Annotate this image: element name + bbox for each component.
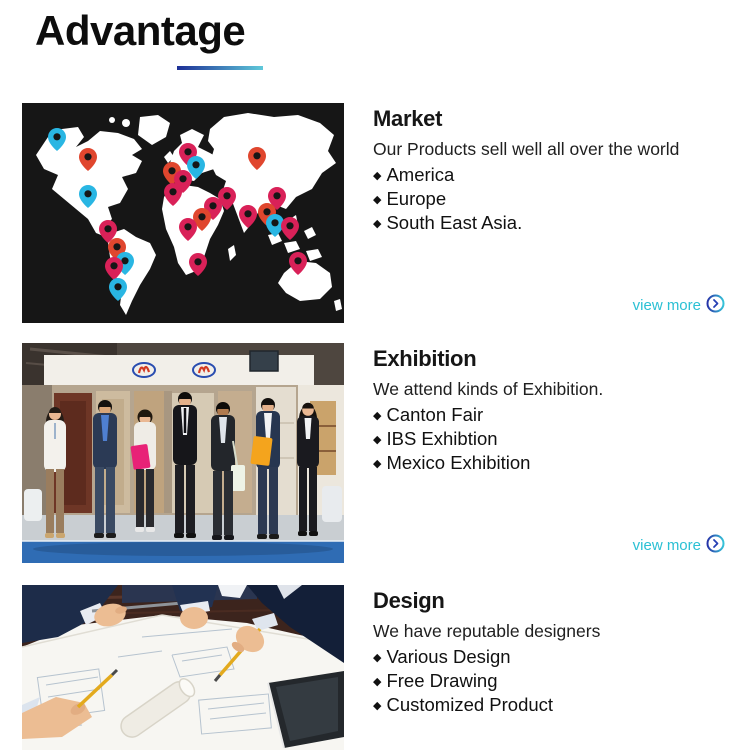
exhibition-text-column — [373, 343, 740, 563]
section-intro: We attend kinds of Exhibition. — [373, 379, 604, 399]
page-title: Advantage — [35, 7, 246, 54]
bullet-list — [373, 645, 740, 717]
section-intro: We have reputable designers — [373, 621, 601, 641]
section-intro: Our Products sell well all over the world — [373, 139, 680, 159]
bullet-list — [373, 403, 740, 475]
bullet-item: ◆ South East Asia. — [373, 211, 740, 235]
exhibition-photo — [22, 343, 344, 563]
diamond-bullet-icon: ◆ — [373, 457, 382, 470]
bullet-item: ◆ America — [373, 163, 740, 187]
bullet-list — [373, 163, 740, 235]
section-heading: Exhibition — [373, 346, 477, 371]
diamond-bullet-icon: ◆ — [373, 433, 382, 446]
section-row-exhibition — [0, 343, 750, 563]
section-row-design — [0, 585, 750, 750]
section-row-market — [0, 103, 750, 323]
diamond-bullet-icon: ◆ — [373, 675, 382, 688]
bullet-item: ◆ IBS Exhibtion — [373, 427, 740, 451]
diamond-bullet-icon: ◆ — [373, 699, 382, 712]
section-heading: Market — [373, 106, 443, 131]
market-text-column — [373, 103, 740, 323]
diamond-bullet-icon: ◆ — [373, 651, 382, 664]
bullet-item: ◆ Customized Product — [373, 693, 740, 717]
design-illustration — [22, 585, 344, 750]
section-heading: Design — [373, 588, 445, 613]
arrow-circle-icon — [706, 294, 725, 317]
view-more-label: view more — [632, 297, 701, 314]
view-more-link[interactable] — [633, 294, 725, 317]
exhibition-illustration — [22, 343, 344, 563]
diamond-bullet-icon: ◆ — [373, 169, 382, 182]
world-map — [22, 103, 344, 323]
design-photo — [22, 585, 344, 750]
design-text-column — [373, 585, 740, 750]
title-underline — [177, 66, 263, 70]
arrow-circle-icon — [706, 534, 725, 557]
view-more-link[interactable] — [633, 534, 725, 557]
diamond-bullet-icon: ◆ — [373, 193, 382, 206]
market-map-image — [22, 103, 344, 323]
diamond-bullet-icon: ◆ — [373, 409, 382, 422]
bullet-item: ◆ Various Design — [373, 645, 740, 669]
view-more-label: view more — [632, 537, 701, 554]
bullet-item: ◆ Mexico Exhibition — [373, 451, 740, 475]
bullet-item: ◆ Europe — [373, 187, 740, 211]
bullet-item: ◆ Free Drawing — [373, 669, 740, 693]
diamond-bullet-icon: ◆ — [373, 217, 382, 230]
bullet-item: ◆ Canton Fair — [373, 403, 740, 427]
